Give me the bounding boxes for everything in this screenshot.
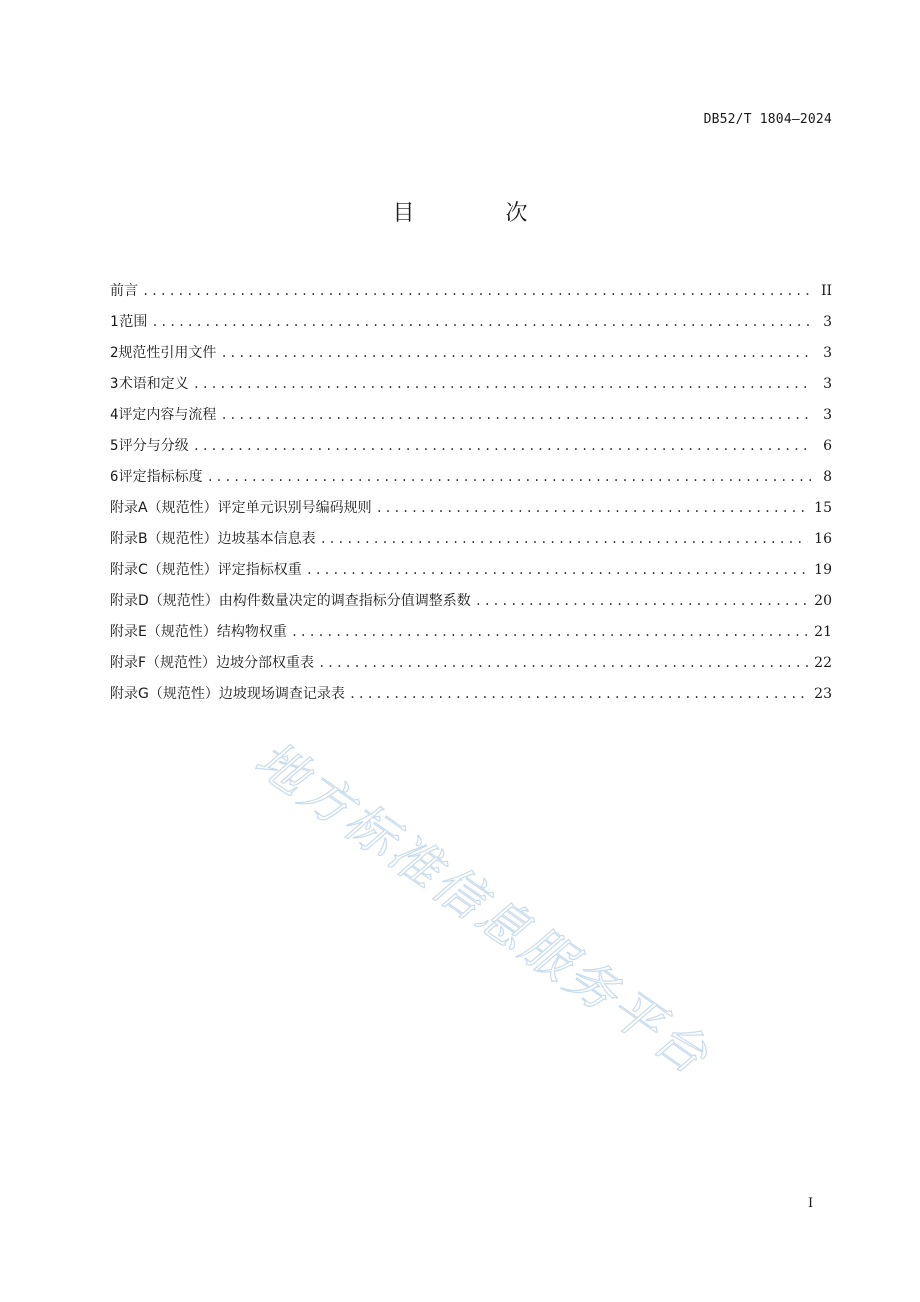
toc-leader-dots (475, 590, 808, 612)
toc-entry-appendix-b[interactable] (110, 528, 832, 559)
toc-leader-dots (220, 404, 812, 426)
toc-entry-5[interactable] (110, 435, 832, 466)
toc-leader-dots (376, 497, 809, 519)
toc-leader-dots (193, 373, 812, 395)
toc-leader-dots (193, 435, 812, 457)
toc-entry-label: 评定指标标度 (118, 469, 203, 485)
toc-entry-foreword[interactable] (110, 280, 832, 311)
table-of-contents (110, 280, 832, 714)
toc-entry-appendix-f[interactable] (110, 652, 832, 683)
toc-entry-page: 15 (814, 500, 832, 516)
toc-entry-appendix-prefix: 附录A（规范性） (110, 500, 218, 516)
toc-entry-page: 3 (823, 376, 832, 392)
toc-entry-page: 20 (814, 593, 832, 609)
toc-entry-number: 5 (110, 438, 119, 454)
toc-entry-page: II (820, 283, 832, 299)
toc-entry-1[interactable] (110, 311, 832, 342)
toc-entry-appendix-prefix: 附录G（规范性） (110, 686, 219, 702)
toc-entry-label: 结构物权重 (216, 624, 287, 640)
toc-entry-appendix-prefix: 附录C（规范性） (110, 562, 218, 578)
toc-leader-dots (291, 621, 808, 643)
toc-entry-appendix-c[interactable] (110, 559, 832, 590)
watermark: 地方标准信息服务平台 (244, 729, 721, 1087)
toc-leader-dots (220, 342, 812, 364)
toc-entry-6[interactable] (110, 466, 832, 497)
toc-entry-label: 边坡分部权重表 (216, 655, 315, 671)
page-title: 目 次 (392, 201, 570, 226)
toc-entry-page: 16 (814, 531, 832, 547)
toc-entry-appendix-g[interactable] (110, 683, 832, 714)
toc-entry-2[interactable] (110, 342, 832, 373)
toc-entry-page: 8 (823, 469, 832, 485)
toc-entry-label: 评定单元识别号编码规则 (217, 500, 372, 516)
toc-entry-number: 6 (110, 469, 119, 485)
toc-entry-label: 评定指标权重 (217, 562, 302, 578)
toc-leader-dots (151, 311, 812, 333)
toc-entry-page: 3 (823, 407, 832, 423)
toc-entry-page: 19 (814, 562, 832, 578)
toc-entry-label: 评定内容与流程 (118, 407, 217, 423)
toc-entry-number: 4 (110, 407, 119, 423)
toc-entry-appendix-prefix: 附录B（规范性） (110, 531, 218, 547)
toc-entry-appendix-d[interactable] (110, 590, 832, 621)
toc-entry-page: 3 (823, 314, 832, 330)
toc-entry-page: 3 (823, 345, 832, 361)
toc-leader-dots (142, 280, 812, 302)
toc-leader-dots (207, 466, 812, 488)
toc-leader-dots (320, 528, 809, 550)
document-code: DB52/T 1804—2024 (703, 112, 832, 127)
toc-entry-page: 22 (814, 655, 832, 671)
toc-entry-label: 由构件数量决定的调查指标分值调整系数 (218, 593, 471, 609)
toc-entry-appendix-prefix: 附录E（规范性） (110, 624, 217, 640)
toc-entry-label: 术语和定义 (118, 376, 189, 392)
toc-entry-label: 边坡基本信息表 (217, 531, 316, 547)
toc-leader-dots (306, 559, 808, 581)
toc-entry-label: 规范性引用文件 (118, 345, 217, 361)
toc-entry-page: 23 (814, 686, 832, 702)
toc-entry-label: 前言 (110, 283, 138, 299)
toc-leader-dots (349, 683, 808, 705)
toc-entry-label: 边坡现场调查记录表 (218, 686, 345, 702)
toc-entry-number: 3 (110, 376, 119, 392)
toc-entry-number: 1 (110, 314, 119, 330)
toc-entry-number: 2 (110, 345, 119, 361)
toc-entry-appendix-prefix: 附录D（规范性） (110, 593, 219, 609)
toc-entry-3[interactable] (110, 373, 832, 404)
toc-leader-dots (318, 652, 808, 674)
toc-entry-appendix-a[interactable] (110, 497, 832, 528)
toc-entry-label: 范围 (119, 314, 148, 330)
toc-entry-appendix-e[interactable] (110, 621, 832, 652)
toc-entry-label: 评分与分级 (118, 438, 189, 454)
toc-entry-appendix-prefix: 附录F（规范性） (110, 655, 217, 671)
toc-entry-page: 6 (823, 438, 832, 454)
toc-entry-page: 21 (814, 624, 832, 640)
page-number: I (808, 1196, 814, 1211)
toc-entry-4[interactable] (110, 404, 832, 435)
